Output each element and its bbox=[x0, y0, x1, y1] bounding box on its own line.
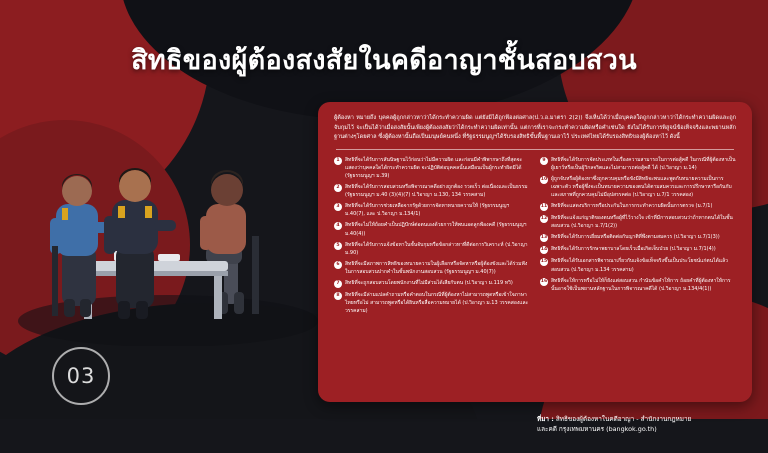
list-item-text: สิทธิที่จะได้รับการแจ้งข้อหาในชั้นจับกุมหรือข้อกล่าวหาที่ดีต่อการวิเคราะห์ (ป.วิอาญา ม.90) bbox=[345, 241, 528, 256]
list-item-number: 6 bbox=[334, 261, 342, 269]
list-item-text: สิทธิที่จะมีล่ามแปลคำถามหรือคำตอบในกรณีที่ผู้ต้องหาไม่สามารถพูดหรือเข้าใจภาษาไทยหรือไม่ สามารถพูดหรือได้ยินหรือสื่อความหมายได้ (ป.วิอาญา ม.13 วรรคสองและวรรคสาม) bbox=[345, 292, 529, 315]
list-item bbox=[540, 175, 736, 199]
list-item-text: สิทธิที่จะได้รับการจัดประเภทในเรื่องความสามารถในการต่อสู้คดี ในกรณีที่ผู้ต้องหาเป็นผู้เยาว์หรือเป็นผู้วิกลจริตและไม่สามารถต่อสู้คดี ได้ (ป.วิอาญา ม.14) bbox=[551, 156, 736, 171]
list-item bbox=[334, 202, 530, 218]
suspect-figure bbox=[200, 170, 246, 314]
list-item-text: สิทธิที่จะได้รับเอกสารพิจารณาเกี่ยวกับแจ้งข้อเท็จจริงขึ้นเป็นประโยชน์แก่ตนได้แล้วสอบสวน (ป.วิอาญา ม.134 วรรคสาม) bbox=[551, 258, 728, 273]
list-item-number: 1 bbox=[334, 157, 342, 165]
list-item-number: 14 bbox=[540, 247, 548, 253]
list-item-text: สิทธิที่จะไม่ให้ถ้อยคำเป็นปฏิปักษ์ต่อตนเองด้วยการให้พบแอดลูกฟ้องคดี (รัฐธรรมนูญฯ ม.40(4)) bbox=[345, 222, 527, 237]
officer-figure-1 bbox=[50, 174, 112, 317]
list-item bbox=[540, 257, 736, 273]
list-item bbox=[334, 260, 530, 276]
list-item-number: 11 bbox=[540, 204, 548, 210]
list-item bbox=[540, 245, 736, 254]
list-item bbox=[334, 291, 530, 315]
list-item-text: สิทธิที่จะได้รับการรักษาพยาบาลโดยเร็วเมื่อเกิดเจ็บป่วย (ป.วิอาญา ม.7/1(4)) bbox=[551, 246, 716, 253]
source-line-1: สิทธิของผู้ต้องหาในคดีอาญา - สำนักงานกฎหมาย bbox=[555, 414, 692, 423]
list-item bbox=[540, 156, 736, 172]
card-divider bbox=[336, 149, 734, 150]
list-item-text: สิทธิที่จะให้การหรือไม่ให้ก็ยังแต่สอบสวน กำนันข้อคำให้การ ถ้อยคำที่ผู้ต้องหาให้การนั้นอาจใช้เป็นพยานหลักฐานในการพิจารณาคดีได้ (ป.วิอาญา ม.134/4(1)) bbox=[551, 277, 731, 292]
list-item-text: สิทธิที่จะแสดงบริการหรือประกันในการกระทำความผิดนั้นการตรวจ (ม.7/1) bbox=[551, 203, 713, 210]
list-item-text: สิทธิที่จะได้รับการสันนิษฐานไว้ก่อนว่าไม่มีความผิด และก่อนมีคำพิพากษาถึงที่สุดจะแสดงว่าบุคคลใดได้กระทำความผิด จะปฏิบัติต่อบุคคลนั้นเสมือนเป็นผู้กระทำผิดมิได้ (รัฐธรรมนูญฯ ม.39) bbox=[345, 156, 523, 180]
list-item bbox=[334, 279, 530, 288]
list-item-text: สิทธิที่จะแจ้งแก่ญาติของตนหรือผู้ที่ไว้วางใจ เข้าที่มีการสอบสวนว่าถ้าหากตนได้ในชั้นสอบสวน (ป.วิอาญา ม.7/1(2)) bbox=[551, 215, 733, 230]
list-item-number: 2 bbox=[334, 184, 342, 192]
page-number: 03 bbox=[52, 347, 110, 405]
list-item-text: สิทธิที่จะได้รับการเยี่ยมหรือติดต่อกับญาติที่พึงตามสมควร (ป.วิอาญา ม.7/1(3)) bbox=[551, 234, 720, 241]
list-item-text: สิทธิที่จะได้รับการช่วยเหลือจากรัฐด้วยการจัดหาทนายความให้ (รัฐธรรมนูญฯ ม.40(7), และ ป.วิอาญา ม.134/1) bbox=[345, 203, 510, 218]
list-item-number: 5 bbox=[334, 242, 342, 250]
list-item-number: 4 bbox=[334, 222, 342, 230]
list-item bbox=[334, 183, 530, 199]
list-item bbox=[540, 233, 736, 242]
list-item-number: 7 bbox=[334, 280, 342, 288]
list-item bbox=[334, 156, 530, 180]
list-item-number: 3 bbox=[334, 203, 342, 211]
list-item-number: 13 bbox=[540, 235, 548, 241]
list-item-number: 9 bbox=[540, 157, 548, 165]
list-item bbox=[540, 277, 736, 293]
list-item-number: 8 bbox=[334, 292, 342, 300]
list-item bbox=[334, 241, 530, 257]
rights-column-left bbox=[334, 156, 530, 319]
card-intro-text: ผู้ต้องหา หมายถึง บุคคลผู้ถูกกล่าวหาว่าได้กระทำความผิด แต่ยังมิได้ถูกฟ้องต่อศาล(ป.ว.อ.มาตรา 2(2)) จึงเห็นได้ว่าเมื่อบุคคลใดถูกกล่าวหาว่าได้กระทำความผิดและถูกจับกุมไว้ จะเป็นได้ว่าเมื่อสงสัยนั้นเพียงผู้ต้องสงสัยว่าได้กระทำความผิดเท่านั้น แต่การที่เราจะกระทำความผิดหรือคำเช่นใด ยังไม่ได้รับการพิสูจน์ข้อเท็จจริงและพยานหลักฐานต่างๆโดยศาล ซึ่งผู้ต้องหานั้นถือเป็นมนุษย์คนหนึ่ง ที่รัฐธรรมนูญฯได้รับรองสิทธิขั้นพื้นฐานเอาไว้ ประเทศไทยได้รับรองสิทธิของผู้ต้องหาไว้ ดังนี้ bbox=[334, 115, 736, 141]
rights-columns bbox=[330, 156, 740, 319]
list-item-text: สิทธิที่จะได้รับการสอบสวนหรือพิจารณาคดีอย่างถูกต้อง รวดเร็ว ต่อเนื่องและเป็นธรรม (รัฐธรรมนูญฯ ม.40 (3)(4)(7) ป.วิอาญา ม.130, 134 วรรคสาม) bbox=[345, 184, 528, 199]
list-item bbox=[334, 221, 530, 237]
page-title: สิทธิของผู้ต้องสงสัยในคดีอาญาชั้นสอบสวน bbox=[131, 45, 637, 76]
list-item-text: สิทธิที่จะมีสภาพการสิทธิของทนายความในผู้เลือกหรือจัดหาหรือผู้ต้องขังและได้ร่วมฟังในการสอบสวนปากคำในชั้นพนักงานสอบสวน (รัฐธรรมนูญฯ ม.40(7)) bbox=[345, 260, 528, 275]
list-item-number: 15 bbox=[540, 259, 548, 265]
source-line-2: และคดี กรุงเทพมหานคร (bangkok.go.th) bbox=[537, 425, 657, 434]
list-item-text: ผู้ถูกจับหรือผู้ต้องหาซึ่งถูกควบคุมหรือขังมีสิทธิจะพบและพูดกับทนายความเป็นการเฉพาะตัว หรือผู้ซึ่งจะเป็นทนายความของตนได้ตามสมควรและการปรึกษาหารือกันกับและสภาพที่ถูกควบคุมไม่มีอุปสรรคต่อ (ป.วิอาญา ม.7/1 วรรคสอง) bbox=[551, 176, 732, 199]
source-label: ที่มา : bbox=[537, 414, 554, 423]
list-item-number: 16 bbox=[540, 278, 548, 284]
list-item-number: 10 bbox=[540, 177, 548, 183]
list-item bbox=[540, 202, 736, 211]
rights-column-right bbox=[540, 156, 736, 319]
list-item-text: สิทธิที่จะถูกสอบสวนโดยพนักงานที่ไม่มีส่วนได้เสียกับตน (ป.วิอาญา ม.119 ทวิ) bbox=[345, 280, 513, 287]
rights-card bbox=[318, 102, 752, 402]
list-item bbox=[540, 214, 736, 230]
source-credit bbox=[537, 414, 752, 435]
list-item-number: 12 bbox=[540, 216, 548, 222]
interrogation-illustration bbox=[18, 96, 318, 346]
